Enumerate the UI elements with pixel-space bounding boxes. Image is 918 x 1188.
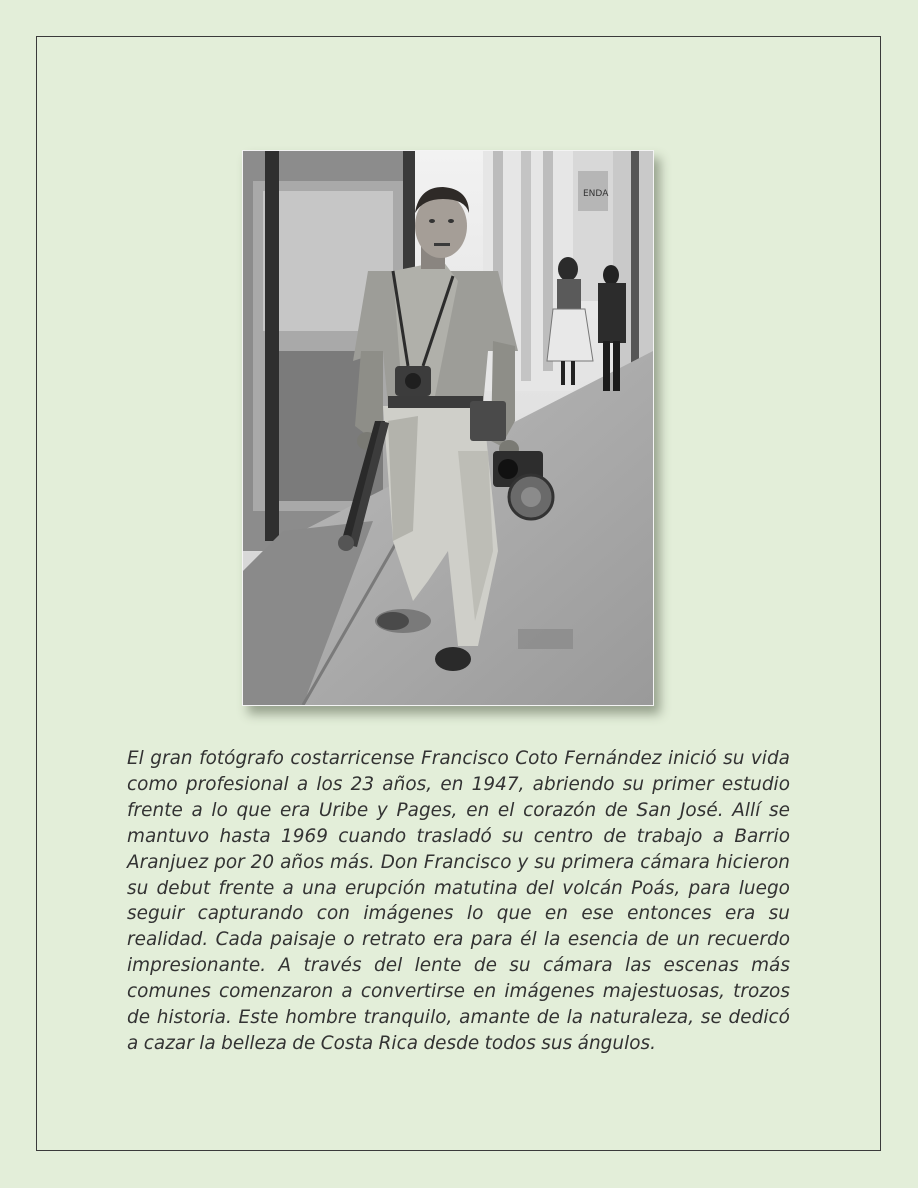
photographer-photo [242,150,654,706]
photo-caption: El gran fotógrafo costarricense Francisco Coto Fernández inició su vida como profesional a los 23 años, en 1947, abriendo su primer estudio frente a lo que era Uribe y Pages, en el corazón de San José. Allí se mantuvo hasta 1969 cuando trasladó su centro de trabajo a Barrio Aranjuez por 20 años más. Don Francisco y su primera cámara hicieron su debut frente a una erupción matutina del volcán Poás, para luego seguir capturando con imágenes lo que en ese entonces era su realidad. Cada paisaje o retrato era para él la esencia de un recuerdo impresionante. A través del lente de su cámara las escenas más comunes comenzaron a convertirse en imágenes majestuosas, trozos de historia. Este hombre tranquilo, amante de la naturaleza, se dedicó a cazar la belleza de Costa Rica desde todos sus ángulos. [127,748,790,1054]
storefront-sign: ENDA [583,189,609,199]
